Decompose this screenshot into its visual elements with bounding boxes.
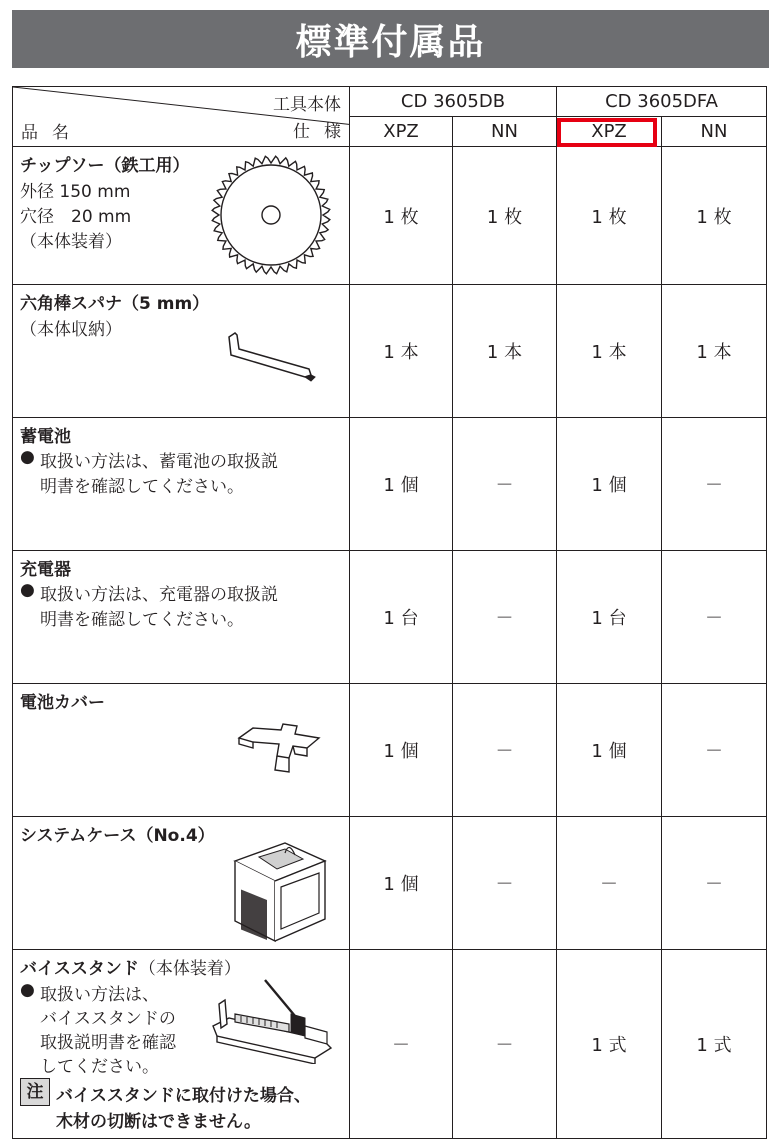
qty-cell: 1 枚 — [453, 147, 557, 285]
page-title: 標準付属品 — [295, 21, 486, 63]
bullet-mark: ● — [20, 980, 35, 1000]
vise-stand-icon — [205, 974, 345, 1064]
item-detail: 取扱い方法は、 — [40, 985, 159, 1005]
qty-cell: － — [662, 551, 767, 684]
qty-cell: 1 個 — [350, 817, 453, 950]
bullet-mark: ● — [20, 580, 35, 600]
item-cell — [13, 684, 350, 817]
qty-cell: － — [662, 418, 767, 551]
qty-cell: － — [557, 817, 662, 950]
table-row — [13, 551, 767, 684]
qty-cell: 1 枚 — [557, 147, 662, 285]
qty-cell: － — [453, 418, 557, 551]
table-row — [13, 684, 767, 817]
item-name-sub: （本体装着） — [138, 959, 241, 979]
item-cell — [13, 418, 350, 551]
item-name: バイススタンド（本体装着） — [20, 959, 241, 979]
qty-cell: 1 本 — [662, 285, 767, 418]
item-name: 充電器 — [20, 560, 71, 580]
bullet-mark: ● — [20, 447, 35, 467]
item-detail: （本体装着） — [20, 232, 122, 252]
item-detail: 明書を確認してください。 — [40, 477, 244, 497]
qty-cell: 1 枚 — [662, 147, 767, 285]
item-name: 電池カバー — [20, 693, 105, 713]
tool-body-label: 工具本体 — [273, 95, 341, 115]
item-detail: 穴径 20 mm — [20, 207, 132, 227]
model-header: CD 3605DB — [350, 87, 557, 117]
item-name: チップソー（鉄工用） — [20, 156, 190, 176]
spec-label: 仕様 — [293, 122, 355, 142]
title-banner — [12, 10, 769, 68]
qty-cell: 1 個 — [557, 684, 662, 817]
variant-header: XPZ — [350, 117, 453, 147]
qty-cell: 1 本 — [557, 285, 662, 418]
item-detail: 取扱い方法は、蓄電池の取扱説 — [40, 452, 278, 472]
qty-cell: － — [350, 950, 453, 1139]
qty-cell: 1 個 — [350, 684, 453, 817]
table-row — [13, 817, 767, 950]
qty-cell: 1 台 — [350, 551, 453, 684]
variant-header: NN — [453, 117, 557, 147]
item-detail: 取扱い方法は、充電器の取扱説 — [40, 585, 278, 605]
qty-cell: 1 式 — [557, 950, 662, 1139]
item-cell — [13, 285, 350, 418]
system-case-icon — [225, 831, 335, 943]
variant-header: NN — [662, 117, 767, 147]
hex-wrench-icon — [221, 325, 321, 385]
item-cell — [13, 147, 350, 285]
qty-cell: － — [453, 817, 557, 950]
model-header: CD 3605DFA — [557, 87, 767, 117]
table-row — [13, 147, 767, 285]
item-name: 蓄電池 — [20, 427, 71, 447]
qty-cell: 1 台 — [557, 551, 662, 684]
table-row — [13, 285, 767, 418]
qty-cell: － — [662, 684, 767, 817]
qty-cell: 1 本 — [350, 285, 453, 418]
qty-cell: － — [662, 817, 767, 950]
qty-cell: 1 枚 — [350, 147, 453, 285]
qty-cell: － — [453, 950, 557, 1139]
qty-cell: 1 個 — [557, 418, 662, 551]
qty-cell: － — [453, 551, 557, 684]
qty-cell: 1 個 — [350, 418, 453, 551]
item-name: 六角棒スパナ（5 mm） — [20, 294, 210, 314]
note-text: バイススタンドに取付けた場合、 — [56, 1086, 311, 1106]
item-detail: 取扱説明書を確認 — [40, 1033, 176, 1053]
variant-header-highlighted: XPZ — [557, 117, 662, 147]
qty-cell: － — [453, 684, 557, 817]
item-detail: バイススタンドの — [40, 1009, 176, 1029]
item-detail: （本体収納） — [20, 320, 122, 340]
table-row — [13, 418, 767, 551]
note-tag: 注 — [20, 1078, 50, 1106]
highlight-box — [557, 118, 657, 147]
item-cell — [13, 950, 350, 1139]
qty-cell: 1 本 — [453, 285, 557, 418]
battery-cover-icon — [233, 718, 333, 778]
item-detail: 明書を確認してください。 — [40, 610, 244, 630]
item-name: システムケース（No.4） — [20, 826, 215, 846]
item-detail: 外径 150 mm — [20, 182, 131, 202]
item-detail: してください。 — [40, 1057, 159, 1077]
header-corner-cell — [13, 87, 355, 147]
qty-cell: 1 式 — [662, 950, 767, 1139]
item-cell — [13, 551, 350, 684]
item-cell — [13, 817, 350, 950]
note-text: 木材の切断はできません。 — [56, 1112, 262, 1132]
saw-blade-icon — [209, 153, 333, 277]
accessories-table — [12, 86, 767, 1139]
table-row — [13, 950, 767, 1139]
item-name-label: 品名 — [21, 123, 83, 143]
